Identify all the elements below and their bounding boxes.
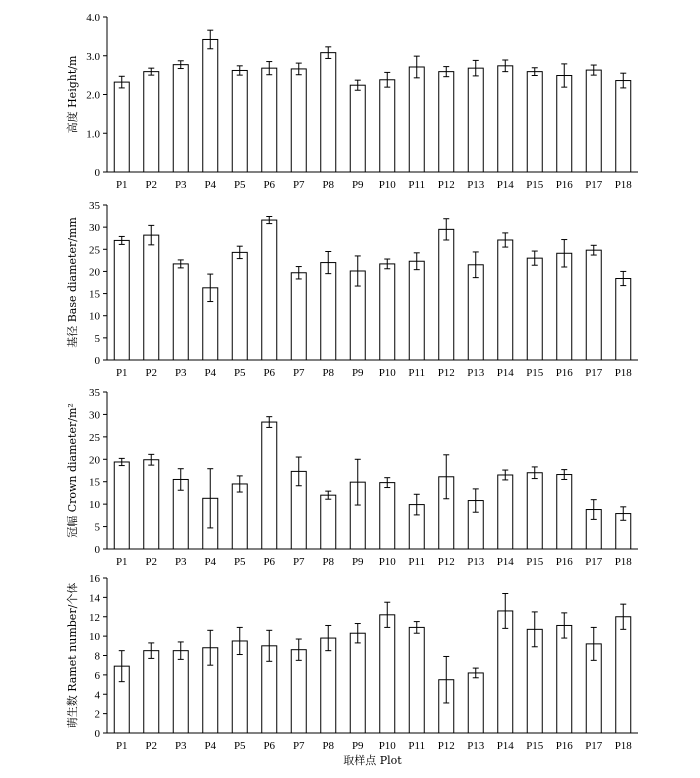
x-tick-label-p1: P1 [115,556,128,568]
bar-p5 [232,70,247,172]
bar-p14 [498,66,513,172]
bar-p16 [557,475,572,549]
bar-p4 [203,39,218,172]
y-tick-label: 10 [89,499,100,512]
x-tick-label-p10: P10 [378,179,396,191]
bar-p18 [616,279,631,360]
x-tick-label-p1: P1 [115,740,128,752]
x-tick-label-p7: P7 [292,556,305,568]
x-tick-label-p5: P5 [233,367,246,379]
ramet-number-panel [65,573,638,767]
y-tick-label: 0 [94,544,100,556]
x-tick-label-p5: P5 [233,179,246,191]
bar-p17 [586,70,601,172]
x-tick-label-p13: P13 [467,179,485,191]
x-tick-label-p12: P12 [437,367,455,379]
x-tick-label-p9: P9 [351,179,364,191]
x-tick-label-p17: P17 [585,740,603,752]
x-tick-label-p12: P12 [437,740,455,752]
x-tick-label-p12: P12 [437,556,455,568]
x-tick-label-p5: P5 [233,740,246,752]
y-tick-label: 0 [94,728,100,740]
x-tick-label-p14: P14 [496,367,514,379]
bar-p15 [527,258,542,360]
x-tick-label-p16: P16 [555,179,573,191]
x-tick-label-p2: P2 [145,367,158,379]
x-tick-label-p16: P16 [555,556,573,568]
x-tick-label-p13: P13 [467,367,485,379]
x-tick-label-p18: P18 [614,367,632,379]
bar-p11 [409,261,424,360]
y-tick-label: 2 [94,708,100,721]
x-tick-label-p1: P1 [115,367,128,379]
ramet-number-y-axis-label: 萌生数 Ramet number/个体 [66,582,79,729]
y-tick-label: 20 [89,454,100,467]
y-tick-label: 20 [89,266,100,279]
x-tick-label-p2: P2 [145,740,158,752]
bar-p6 [262,220,277,360]
bar-p13 [468,68,483,172]
bar-p2 [144,460,159,549]
y-tick-label: 14 [89,592,100,605]
x-tick-label-p12: P12 [437,179,455,191]
bar-p12 [439,229,454,360]
bar-p5 [232,484,247,549]
y-tick-label: 25 [89,244,100,257]
y-tick-label: 8 [94,650,100,663]
x-tick-label-p17: P17 [585,556,603,568]
y-tick-label: 16 [89,573,100,585]
x-tick-label-p6: P6 [263,556,276,568]
x-tick-label-p16: P16 [555,367,573,379]
bar-p10 [380,483,395,549]
bar-p13 [468,265,483,360]
bar-p16 [557,253,572,360]
x-tick-label-p15: P15 [526,740,544,752]
y-tick-label: 5 [94,521,100,534]
bar-p8 [321,263,336,360]
x-tick-label-p10: P10 [378,367,396,379]
y-tick-label: 35 [89,387,100,399]
x-tick-label-p15: P15 [526,556,544,568]
bar-p10 [380,80,395,172]
bar-p6 [262,68,277,172]
crown-diameter-panel [65,387,638,568]
bar-p14 [498,475,513,549]
x-tick-label-p15: P15 [526,367,544,379]
y-tick-label: 3.0 [86,50,100,63]
bar-p15 [527,72,542,172]
bar-p10 [380,615,395,733]
x-tick-label-p17: P17 [585,367,603,379]
y-tick-label: 5 [94,332,100,345]
y-tick-label: 12 [89,611,100,624]
bar-p8 [321,638,336,733]
x-tick-label-p10: P10 [378,556,396,568]
x-tick-label-p18: P18 [614,179,632,191]
y-tick-label: 25 [89,431,100,444]
y-tick-label: 15 [89,476,100,489]
y-tick-label: 2.0 [86,89,100,102]
y-tick-label: 4.0 [86,12,100,24]
x-tick-label-p9: P9 [351,367,364,379]
x-tick-label-p16: P16 [555,740,573,752]
y-tick-label: 30 [89,409,100,422]
bar-p16 [557,76,572,172]
bar-p1 [114,82,129,172]
bar-p11 [409,67,424,172]
bar-p2 [144,72,159,172]
x-tick-label-p14: P14 [496,740,514,752]
x-tick-label-p11: P11 [408,367,426,379]
bar-p9 [350,85,365,172]
x-tick-label-p14: P14 [496,556,514,568]
x-tick-label-p18: P18 [614,740,632,752]
bar-p3 [173,65,188,172]
bar-p18 [616,81,631,172]
y-tick-label: 10 [89,310,100,323]
bar-p10 [380,264,395,360]
x-tick-label-p14: P14 [496,179,514,191]
bar-p8 [321,53,336,172]
x-tick-label-p17: P17 [585,179,603,191]
y-tick-label: 35 [89,200,100,212]
height-y-axis-label: 高度 Height/m [66,55,79,134]
base-diameter-panel [65,200,638,379]
bar-p16 [557,625,572,733]
bar-p5 [232,252,247,360]
x-tick-label-p2: P2 [145,179,158,191]
y-tick-label: 15 [89,288,100,301]
x-tick-label-p2: P2 [145,556,158,568]
bar-p15 [527,473,542,549]
x-tick-label-p7: P7 [292,179,305,191]
x-tick-label-p5: P5 [233,556,246,568]
bar-p13 [468,673,483,733]
bar-p2 [144,235,159,360]
bar-p12 [439,72,454,172]
x-tick-label-p11: P11 [408,740,426,752]
x-tick-label-p11: P11 [408,179,426,191]
bar-p17 [586,250,601,360]
x-tick-label-p6: P6 [263,179,276,191]
crown-diameter-y-axis-label: 冠幅 Crown diameter/m² [66,403,79,538]
x-tick-label-p15: P15 [526,179,544,191]
bar-p8 [321,495,336,549]
x-tick-label-p11: P11 [408,556,426,568]
bar-p11 [409,627,424,733]
x-tick-label-p4: P4 [204,367,217,379]
x-tick-label-p8: P8 [322,556,335,568]
bar-p3 [173,264,188,360]
x-tick-label-p18: P18 [614,556,632,568]
bar-p1 [114,240,129,360]
bar-p7 [291,650,306,733]
x-tick-label-p13: P13 [467,740,485,752]
x-tick-label-p6: P6 [263,740,276,752]
bar-p3 [173,651,188,733]
bar-p7 [291,273,306,360]
x-tick-label-p4: P4 [204,556,217,568]
x-tick-label-p6: P6 [263,367,276,379]
x-tick-label-p8: P8 [322,740,335,752]
height-panel [65,12,638,191]
bar-p9 [350,633,365,733]
y-tick-label: 10 [89,631,100,644]
plot-x-axis-label: 取样点 Plot [343,754,402,767]
bar-p14 [498,611,513,733]
x-tick-label-p8: P8 [322,367,335,379]
x-tick-label-p7: P7 [292,740,305,752]
bar-p6 [262,422,277,549]
bar-p7 [291,69,306,172]
bar-p1 [114,462,129,549]
base-diameter-y-axis-label: 基径 Base diameter/mm [66,217,79,348]
y-tick-label: 4 [94,689,100,702]
x-tick-label-p10: P10 [378,740,396,752]
x-tick-label-p3: P3 [174,367,187,379]
bar-p14 [498,240,513,360]
bar-p2 [144,651,159,733]
x-tick-label-p9: P9 [351,556,364,568]
x-tick-label-p3: P3 [174,179,187,191]
y-tick-label: 0 [94,167,100,179]
x-tick-label-p3: P3 [174,556,187,568]
x-tick-label-p4: P4 [204,740,217,752]
x-tick-label-p13: P13 [467,556,485,568]
x-tick-label-p9: P9 [351,740,364,752]
x-tick-label-p8: P8 [322,179,335,191]
x-tick-label-p1: P1 [115,179,128,191]
x-tick-label-p7: P7 [292,367,305,379]
y-tick-label: 30 [89,222,100,235]
y-tick-label: 6 [94,669,100,682]
x-tick-label-p3: P3 [174,740,187,752]
y-tick-label: 0 [94,355,100,367]
y-tick-label: 1.0 [86,128,100,141]
x-tick-label-p4: P4 [204,179,217,191]
bar-p18 [616,617,631,733]
